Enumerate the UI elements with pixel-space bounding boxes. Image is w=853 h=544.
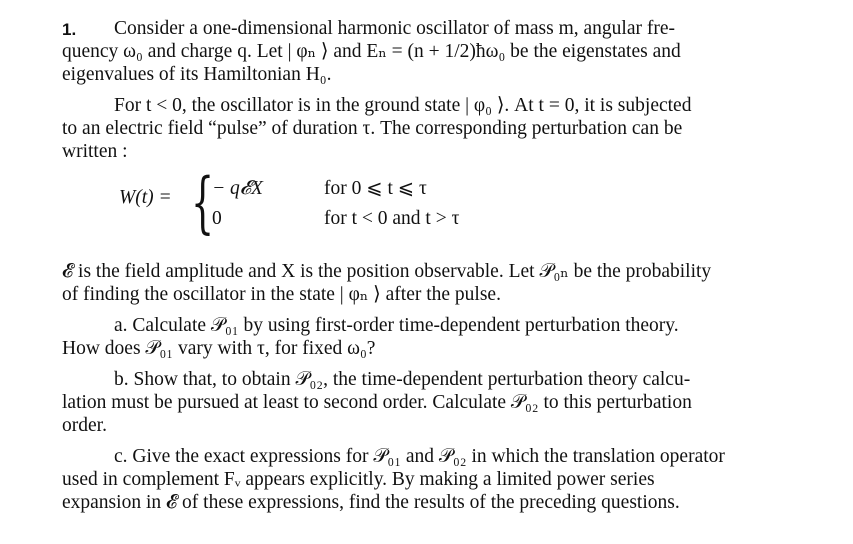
- problem-line-2: quency ω₀ and charge q. Let | φₙ ⟩ and Eₙ = (n + 1/2)ħω₀ be the eigenstates and: [62, 41, 681, 62]
- field-line-1: 𝓔 is the field amplitude and X is the position observable. Let 𝒫₀ₙ be the probability: [62, 261, 712, 282]
- part-b-line-2: lation must be pursued at least to second order. Calculate 𝒫₀₂ to this perturbation: [62, 392, 692, 413]
- problem-number: 1.: [62, 20, 77, 39]
- field-line-2: of finding the oscillator in the state | φₙ ⟩ after the pulse.: [62, 284, 501, 305]
- problem-line-1: Consider a one-dimensional harmonic oscillator of mass m, angular fre-: [114, 18, 676, 39]
- problem-line-5: to an electric field “pulse” of duration τ. The corresponding perturbation can be: [62, 118, 683, 139]
- problem-line-6: written :: [62, 141, 128, 162]
- part-a-line-1: a. Calculate 𝒫₀₁ by using first-order time-dependent perturbation theory.: [114, 315, 679, 336]
- equation-case1-condition: for 0 ⩽ t ⩽ τ: [324, 178, 427, 199]
- equation-case1-value: − q𝓔X: [212, 178, 263, 199]
- problem-line-4: For t < 0, the oscillator is in the ground state | φ₀ ⟩. At t = 0, it is subjected: [114, 95, 692, 116]
- part-c-line-1: c. Give the exact expressions for 𝒫₀₁ and 𝒫₀₂ in which the translation operator: [114, 446, 725, 467]
- part-a-line-2: How does 𝒫₀₁ vary with τ, for fixed ω₀?: [62, 338, 376, 359]
- left-brace-icon: {: [191, 164, 215, 241]
- equation-case2-condition: for t < 0 and t > τ: [324, 208, 460, 229]
- part-c-line-3: expansion in 𝓔 of these expressions, find the results of the preceding questions.: [62, 492, 680, 513]
- equation-lhs: W(t) =: [119, 187, 172, 208]
- part-b-line-1: b. Show that, to obtain 𝒫₀₂, the time-dependent perturbation theory calcu-: [114, 369, 691, 390]
- part-c-line-2: used in complement Fᵥ appears explicitly. By making a limited power series: [62, 469, 655, 490]
- equation-case2-value: 0: [212, 208, 222, 229]
- problem-line-3: eigenvalues of its Hamiltonian H₀.: [62, 64, 332, 85]
- part-b-line-3: order.: [62, 415, 107, 436]
